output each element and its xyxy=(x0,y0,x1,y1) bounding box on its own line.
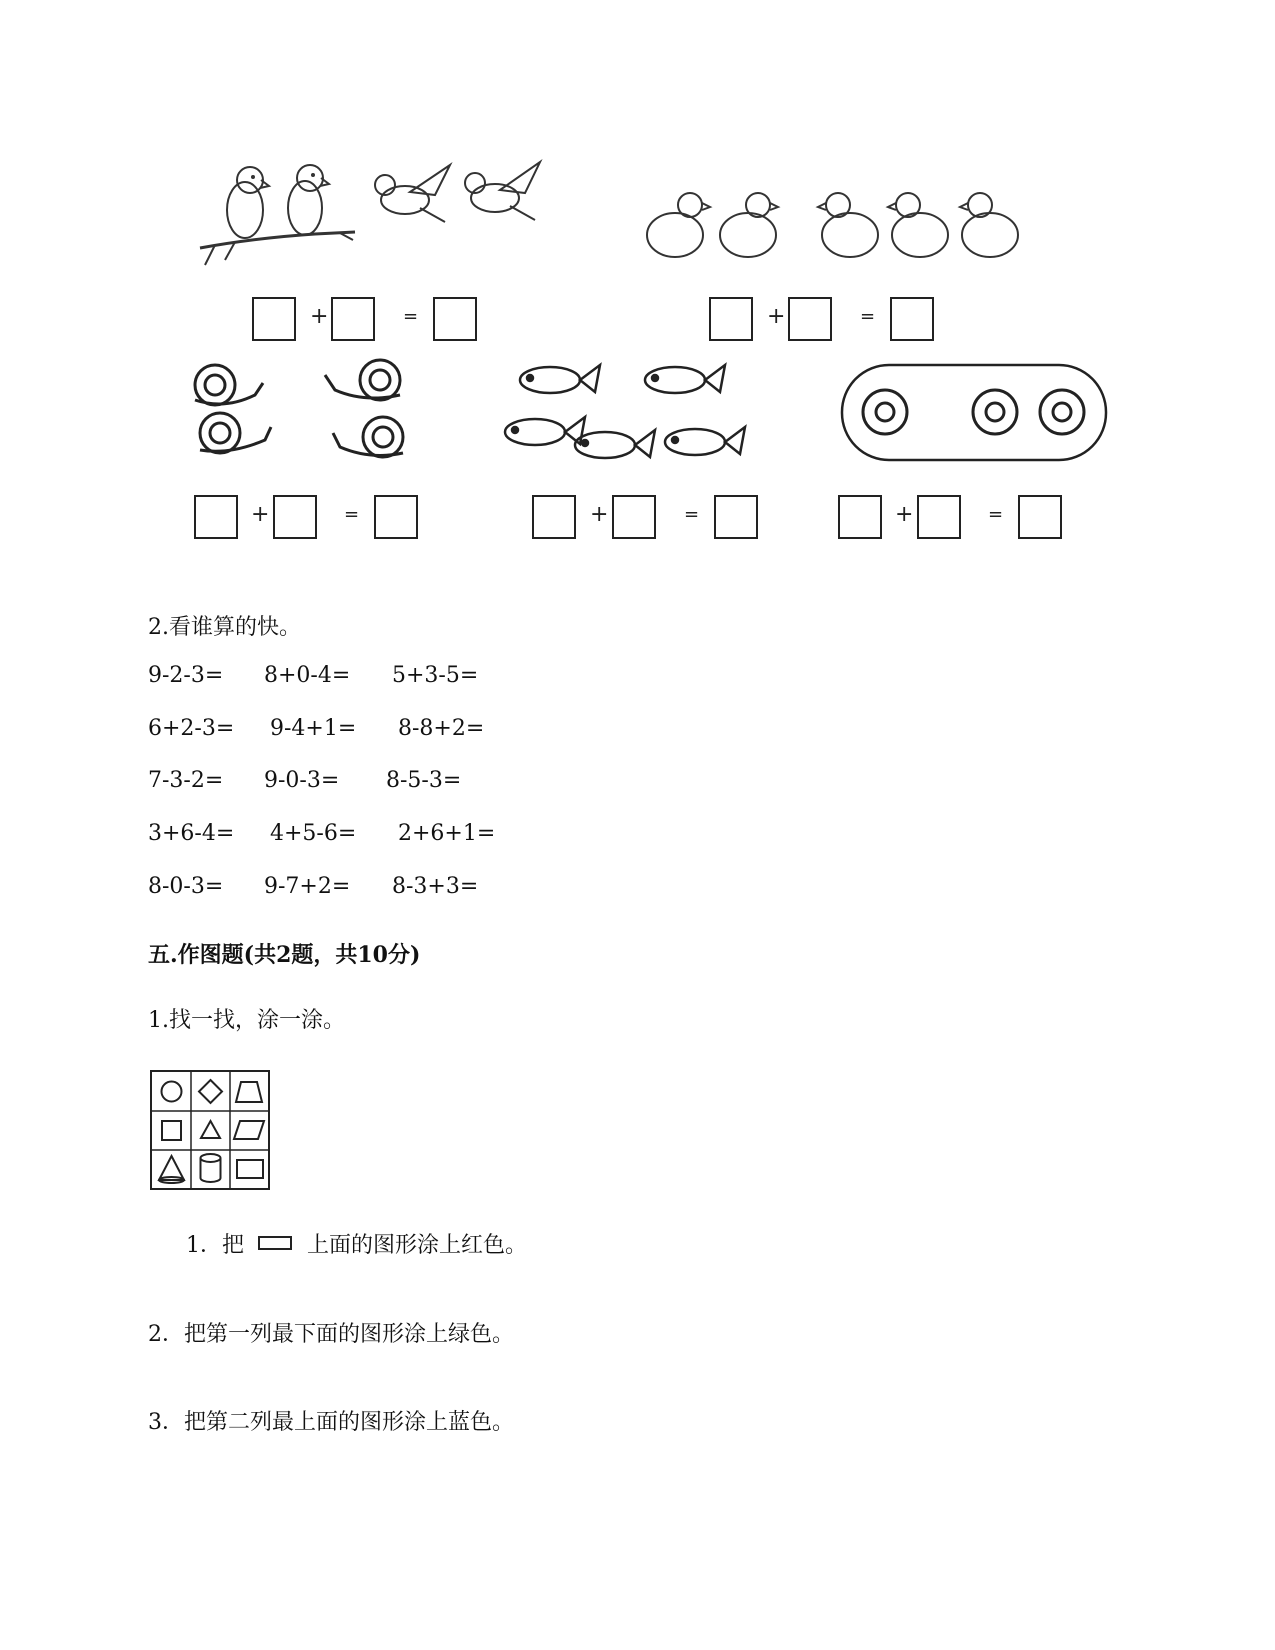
answer-box[interactable] xyxy=(252,297,296,341)
square-shape xyxy=(162,1121,181,1140)
trapezoid-shape xyxy=(236,1082,262,1102)
plus-sign: + xyxy=(590,502,609,527)
instruction-1-prefix: 1．把 xyxy=(186,1233,244,1258)
answer-box[interactable] xyxy=(917,495,961,539)
chicks-illustration xyxy=(640,185,1040,275)
plus-sign: + xyxy=(251,502,270,527)
calc-item: 9-2-3= xyxy=(148,663,224,688)
instruction-2: 2．把第一列最下面的图形涂上绿色。 xyxy=(148,1322,514,1347)
calc-item: 8-0-3= xyxy=(148,874,224,899)
calc-item: 9-7+2= xyxy=(264,874,351,899)
answer-box[interactable] xyxy=(374,495,418,539)
answer-box[interactable] xyxy=(273,495,317,539)
answer-box[interactable] xyxy=(532,495,576,539)
diamond-shape xyxy=(199,1080,222,1103)
birds-illustration xyxy=(195,150,565,285)
answer-box[interactable] xyxy=(838,495,882,539)
parallelogram-shape xyxy=(234,1121,264,1139)
q1-title: 1.找一找，涂一涂。 xyxy=(148,1008,345,1033)
answer-box[interactable] xyxy=(331,297,375,341)
rectangle-shape xyxy=(237,1160,263,1178)
answer-box[interactable] xyxy=(709,297,753,341)
fish-illustration xyxy=(495,350,765,480)
answer-box[interactable] xyxy=(612,495,656,539)
answer-box[interactable] xyxy=(194,495,238,539)
calc-item: 8-8+2= xyxy=(398,716,485,741)
plus-sign: + xyxy=(310,304,329,329)
cylinder-shape xyxy=(201,1154,221,1162)
triangle-shape xyxy=(201,1121,220,1138)
calc-item: 2+6+1= xyxy=(398,821,496,846)
equals-sign: = xyxy=(684,504,700,525)
rectangle-icon xyxy=(258,1236,292,1250)
answer-box[interactable] xyxy=(714,495,758,539)
answer-box[interactable] xyxy=(788,297,832,341)
answer-box[interactable] xyxy=(890,297,934,341)
instruction-1-suffix: 上面的图形涂上红色。 xyxy=(307,1233,528,1258)
calc-item: 9-0-3= xyxy=(264,768,340,793)
section5-heading: 五.作图题(共2题，共10分) xyxy=(148,942,421,968)
calc-item: 8-5-3= xyxy=(386,768,462,793)
calc-item: 3+6-4= xyxy=(148,821,235,846)
equals-sign: = xyxy=(860,306,876,327)
circle-shape xyxy=(162,1082,182,1102)
calc-item: 8+0-4= xyxy=(264,663,351,688)
equals-sign: = xyxy=(344,504,360,525)
plus-sign: + xyxy=(767,304,786,329)
equals-sign: = xyxy=(988,504,1004,525)
calc-item: 7-3-2= xyxy=(148,768,224,793)
equals-sign: = xyxy=(403,306,419,327)
calc-item: 9-4+1= xyxy=(270,716,357,741)
answer-box[interactable] xyxy=(1018,495,1062,539)
calc-item: 8-3+3= xyxy=(392,874,479,899)
snails-illustration xyxy=(185,355,425,475)
flowers-illustration xyxy=(840,360,1110,470)
section2-title: 2.看谁算的快。 xyxy=(148,615,301,640)
grid-shapes xyxy=(152,1072,268,1188)
plus-sign: + xyxy=(895,502,914,527)
instruction-3: 3．把第二列最上面的图形涂上蓝色。 xyxy=(148,1410,514,1435)
shape-grid xyxy=(150,1070,270,1190)
answer-box[interactable] xyxy=(433,297,477,341)
calc-item: 4+5-6= xyxy=(270,821,357,846)
calc-item: 6+2-3= xyxy=(148,716,235,741)
calc-item: 5+3-5= xyxy=(392,663,479,688)
